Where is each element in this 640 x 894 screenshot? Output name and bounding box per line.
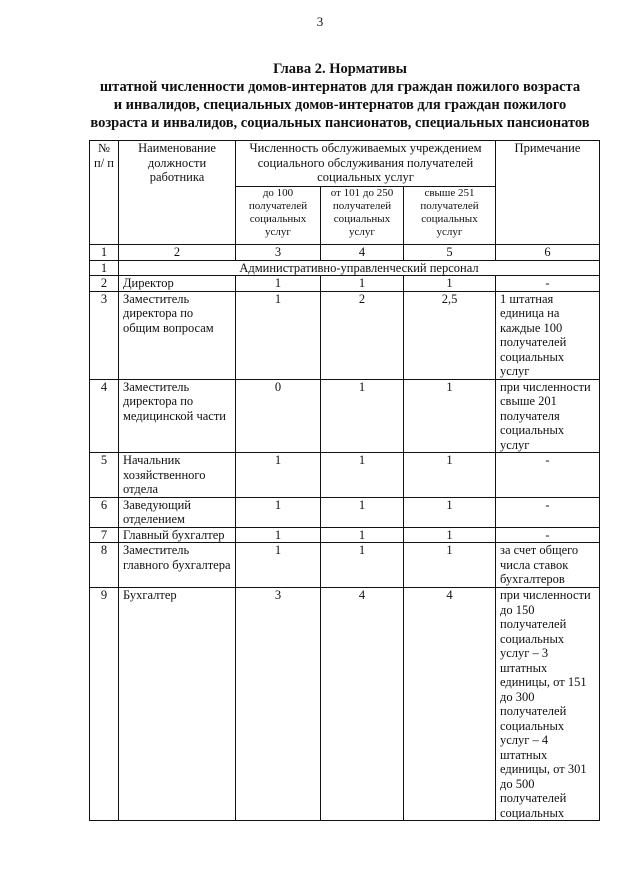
header-recipient-count: Численность обслуживаемых учреждением социального обслуживания получателей социальных услуг (236, 141, 496, 187)
row-number: 9 (90, 588, 119, 821)
table-row (90, 276, 600, 292)
table-row (90, 588, 600, 821)
value-101-to-250: 1 (321, 497, 404, 527)
header-position-name: Наименование должности работника (119, 141, 236, 245)
value-up-to-100: 1 (236, 276, 321, 292)
table-row (90, 497, 600, 527)
position-name: Заведующий отделением (119, 497, 236, 527)
title-line-4: возраста и инвалидов, социальных пансионатов, специальных пансионатов (90, 115, 590, 131)
column-number-cell: 5 (404, 245, 496, 261)
table-row (90, 379, 600, 453)
value-101-to-250: 4 (321, 588, 404, 821)
row-number: 6 (90, 497, 119, 527)
value-up-to-100: 0 (236, 379, 321, 453)
section-title: Административно-управленческий персонал (119, 260, 600, 276)
title-line-3: и инвалидов, специальных домов-интернатов для граждан пожилого (113, 97, 567, 113)
value-101-to-250: 1 (321, 543, 404, 588)
note-cell: - (496, 453, 600, 498)
header-up-to-100: до 100 получателей социальных услуг (236, 187, 321, 245)
header-number: № п/ п (90, 141, 119, 245)
table-row (90, 291, 600, 379)
position-name: Бухгалтер (119, 588, 236, 821)
column-number-cell: 2 (119, 245, 236, 261)
column-number-cell: 6 (496, 245, 600, 261)
header-note: Примечание (496, 141, 600, 245)
column-number-cell: 3 (236, 245, 321, 261)
value-over-251: 1 (404, 276, 496, 292)
value-over-251: 1 (404, 527, 496, 543)
value-up-to-100: 1 (236, 527, 321, 543)
header-101-to-250: от 101 до 250 получателей социальных услуг (321, 187, 404, 245)
value-over-251: 4 (404, 588, 496, 821)
position-name: Главный бухгалтер (119, 527, 236, 543)
value-up-to-100: 3 (236, 588, 321, 821)
position-name: Заместитель главного бухгалтера (119, 543, 236, 588)
column-number-cell: 1 (90, 245, 119, 261)
note-cell: за счет общего числа ставок бухгалтеров (496, 543, 600, 588)
value-up-to-100: 1 (236, 291, 321, 379)
position-name: Заместитель директора по медицинской части (119, 379, 236, 453)
value-over-251: 1 (404, 543, 496, 588)
header-over-251: свыше 251 получателей социальных услуг (404, 187, 496, 245)
note-cell: при численности до 150 получателей социальных услуг – 3 штатных единицы, от 151 до 300 получателей социальных услуг – 4 штатных единицы, от 301 до 500 получателей социальных (496, 588, 600, 821)
value-over-251: 1 (404, 379, 496, 453)
position-name: Заместитель директора по общим вопросам (119, 291, 236, 379)
value-up-to-100: 1 (236, 543, 321, 588)
row-number: 4 (90, 379, 119, 453)
row-number: 3 (90, 291, 119, 379)
row-number: 8 (90, 543, 119, 588)
page-number: 3 (316, 14, 324, 29)
note-cell: - (496, 276, 600, 292)
note-cell: - (496, 527, 600, 543)
table-row (90, 543, 600, 588)
value-up-to-100: 1 (236, 453, 321, 498)
row-number: 5 (90, 453, 119, 498)
table-row (90, 453, 600, 498)
value-101-to-250: 2 (321, 291, 404, 379)
note-cell: 1 штатная единица на каждые 100 получателей социальных услуг (496, 291, 600, 379)
value-101-to-250: 1 (321, 379, 404, 453)
title-line-1: Глава 2. Нормативы (273, 61, 407, 77)
chapter-title (90, 60, 590, 132)
position-name: Начальник хозяйственного отдела (119, 453, 236, 498)
value-over-251: 1 (404, 497, 496, 527)
value-101-to-250: 1 (321, 527, 404, 543)
table-row (90, 527, 600, 543)
value-up-to-100: 1 (236, 497, 321, 527)
position-name: Директор (119, 276, 236, 292)
value-101-to-250: 1 (321, 276, 404, 292)
note-cell: - (496, 497, 600, 527)
value-over-251: 2,5 (404, 291, 496, 379)
section-number: 1 (90, 260, 119, 276)
row-number: 2 (90, 276, 119, 292)
row-number: 7 (90, 527, 119, 543)
value-101-to-250: 1 (321, 453, 404, 498)
column-number-cell: 4 (321, 245, 404, 261)
staffing-norms-table (89, 140, 600, 821)
title-line-2: штатной численности домов-интернатов для граждан пожилого возраста (99, 79, 581, 95)
value-over-251: 1 (404, 453, 496, 498)
note-cell: при численности свыше 201 получателя социальных услуг (496, 379, 600, 453)
